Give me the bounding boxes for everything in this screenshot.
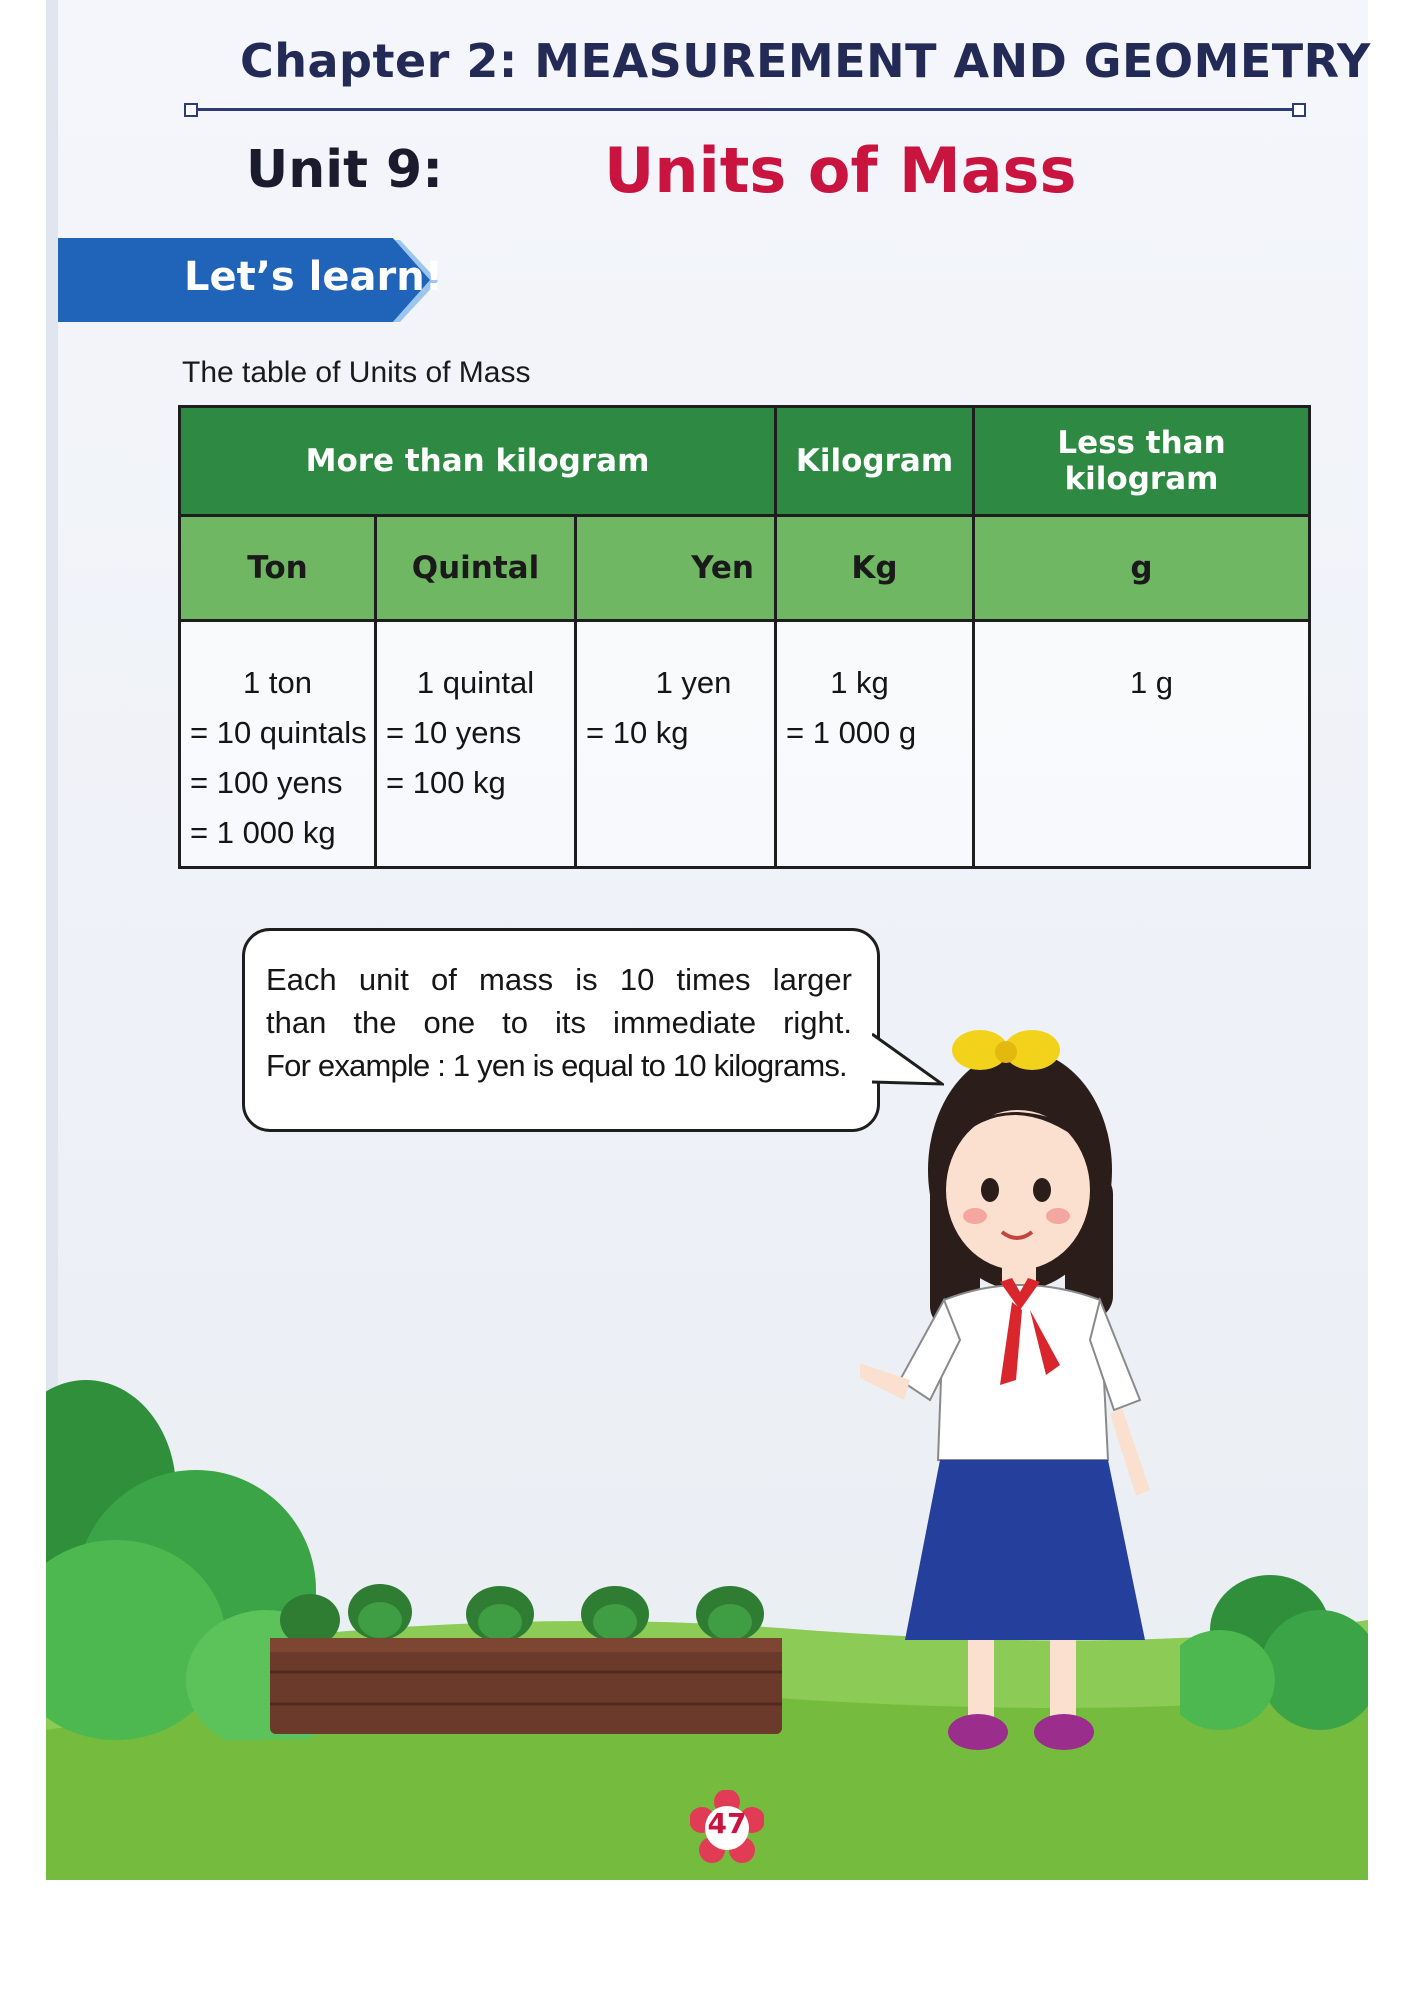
cell-quintal [376,621,576,868]
unit-header-ton: Ton [180,516,376,621]
cell-line: = 10 quintals [190,715,367,750]
units-of-mass-table [178,405,1311,869]
divider-end-left [184,103,198,117]
unit-header-g: g [974,516,1310,621]
group-header-less: Less than kilogram [974,407,1310,516]
page-number: 47 [707,1807,747,1840]
bubble-line-3: For example : 1 yen is equal to 10 kilograms. [266,1048,847,1083]
bush-right-icon [1180,1560,1368,1740]
unit-title: Units of Mass [604,134,1077,207]
cell-line: = 10 yens [386,715,522,750]
cell-title: 1 g [1129,665,1174,700]
girl-illustration [860,1020,1190,1760]
bubble-line-1: Each unit of mass is 10 times larger [266,962,852,997]
unit-header-quintal: Quintal [376,516,576,621]
unit-header-yen: Yen [576,516,776,621]
cell-line: = 1 000 g [786,715,917,750]
cell-line: = 100 yens [190,765,343,800]
cell-yen [576,621,776,868]
group-header-row [180,407,1310,516]
group-header-kilogram: Kilogram [776,407,974,516]
planter-box-icon [270,1580,790,1740]
unit-header-row [180,516,1310,621]
cell-line: = 10 kg [586,715,689,750]
cell-g [974,621,1310,868]
chapter-divider [188,108,1300,111]
unit-label: Unit 9: [246,140,444,200]
cell-title: 1 kg [830,665,889,700]
cell-title: 1 quintal [416,665,535,700]
cell-line: = 100 kg [386,765,506,800]
cell-ton [180,621,376,868]
bubble-line-2: than the one to its immediate right. [266,1005,852,1040]
cell-line: = 1 000 kg [190,815,336,850]
divider-end-right [1292,103,1306,117]
conversion-row [180,621,1310,868]
cell-title: 1 ton [243,665,312,700]
cell-title: 1 yen [655,665,732,700]
group-header-more: More than kilogram [180,407,776,516]
table-caption: The table of Units of Mass [182,356,531,389]
lets-learn-text: Let’s learn! [184,254,443,300]
unit-header-kg: Kg [776,516,974,621]
cell-kg [776,621,974,868]
speech-bubble-text [266,958,852,1087]
chapter-title: Chapter 2: MEASUREMENT AND GEOMETRY [240,34,1371,88]
